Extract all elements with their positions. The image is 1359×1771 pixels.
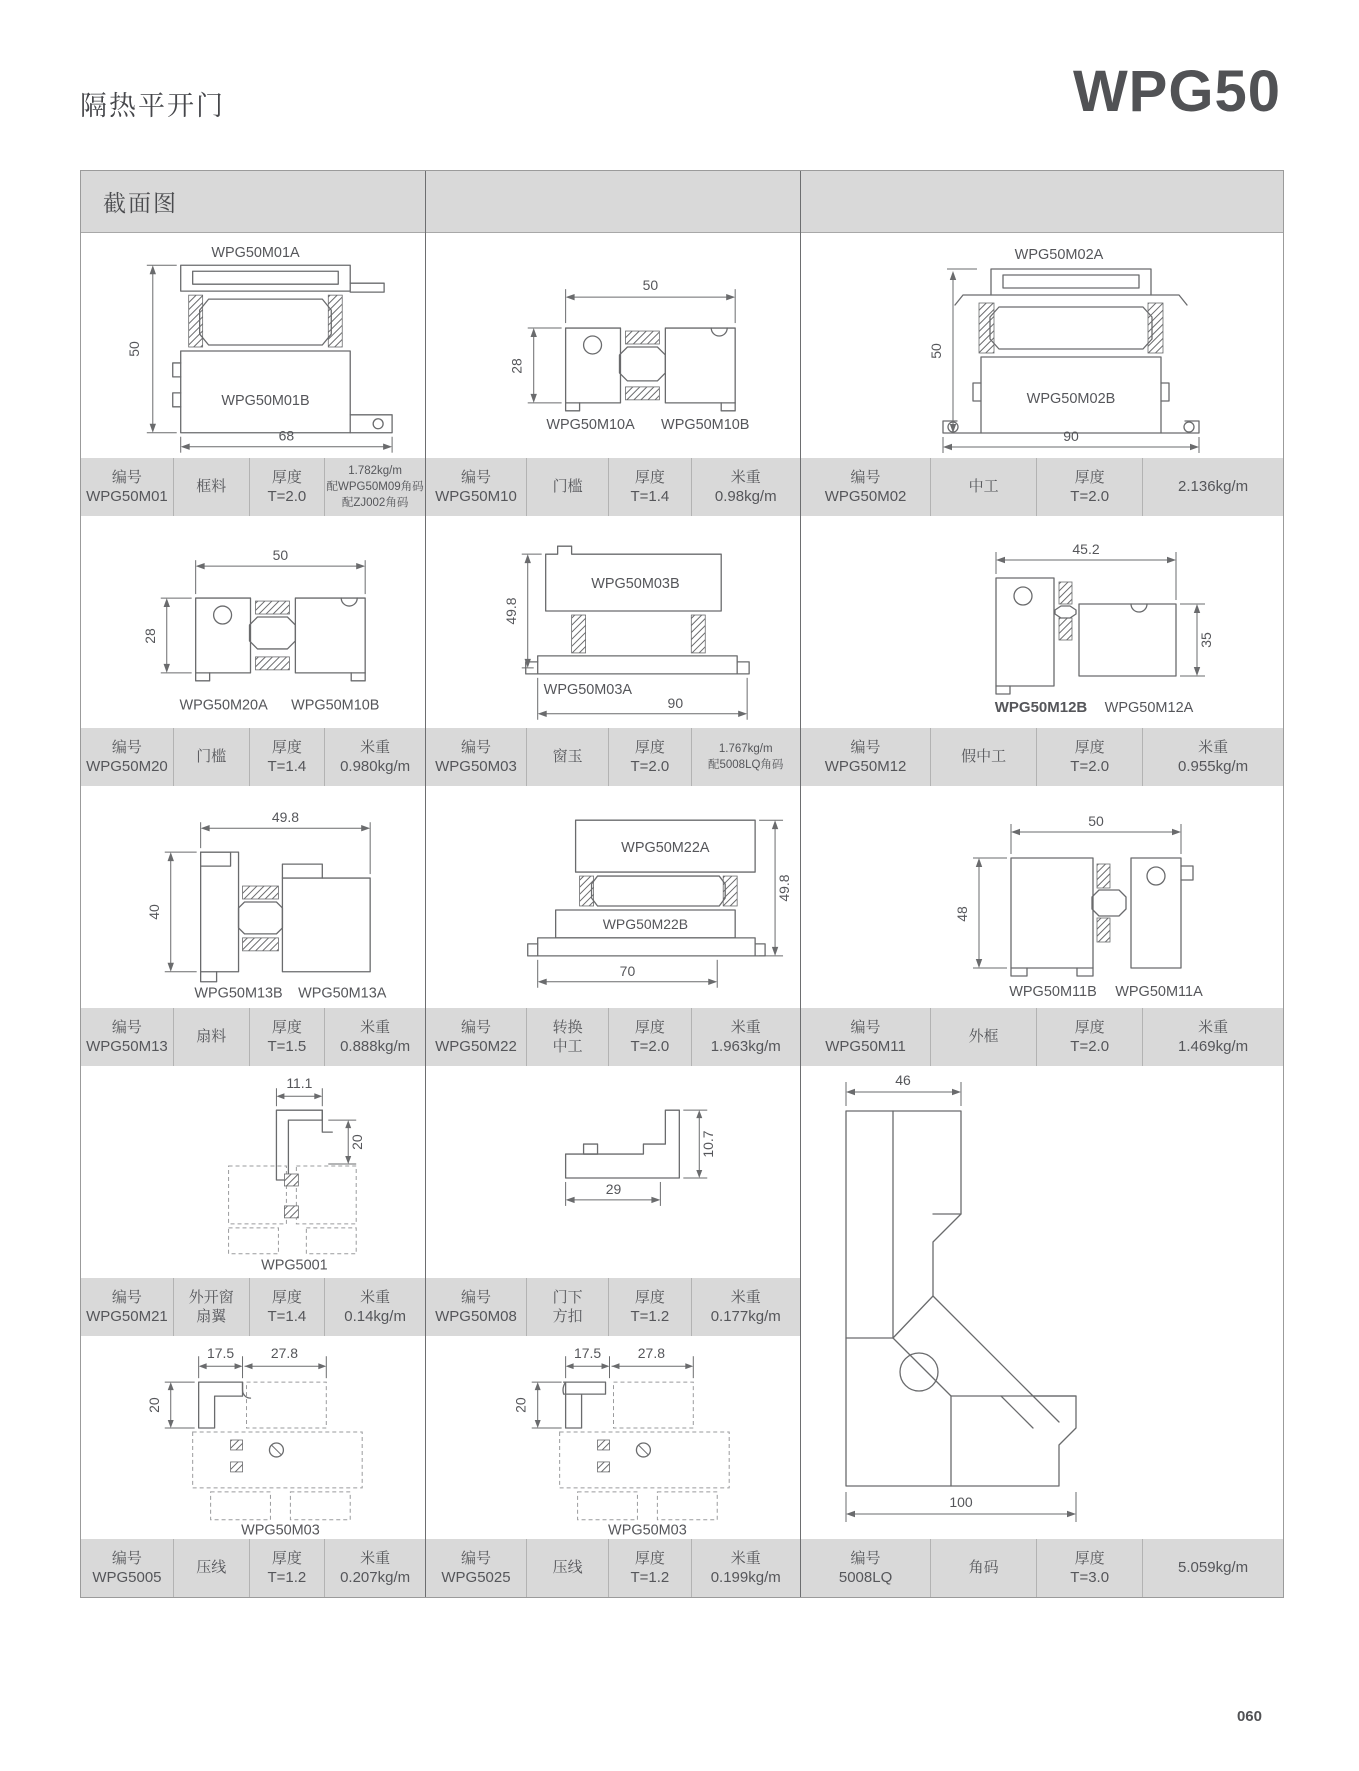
- thickness-value: T=1.2: [267, 1569, 307, 1586]
- part-label: WPG50M03B: [591, 576, 680, 593]
- profile-drawing-WPG50M11: [801, 786, 1283, 1008]
- code-label: 编号: [460, 1018, 491, 1036]
- profile-drawing-WPG50M20: [81, 516, 425, 728]
- code-label: 编号: [850, 1549, 881, 1567]
- dimension: 50: [125, 341, 142, 357]
- profile-name-cell: [527, 1539, 609, 1597]
- dimension: 90: [1063, 428, 1079, 444]
- info-row-WPG50M13: [81, 1008, 425, 1066]
- profile-code: WPG50M13: [86, 1038, 168, 1055]
- info-row-WPG50M08: [426, 1278, 800, 1336]
- profile-code-cell: [426, 1539, 527, 1597]
- profile-code: WPG50M10: [435, 488, 517, 505]
- weight-cell: [1143, 1539, 1283, 1597]
- code-label: 编号: [111, 468, 142, 486]
- profile-drawing-WPG50M22: [426, 786, 800, 1008]
- profile-name: 压线: [196, 1559, 227, 1577]
- profile-code: 5008LQ: [838, 1569, 893, 1586]
- part-label: WPG50M22B: [602, 915, 689, 932]
- dimension: 68: [278, 427, 295, 444]
- part-label: WPG50M10A: [546, 416, 635, 433]
- weight-line: 配WPG50M09角码: [326, 480, 424, 493]
- thickness-label: 厚度: [634, 1288, 665, 1306]
- dimension: 100: [949, 1494, 973, 1510]
- profile-drawing-WPG50M21: [81, 1066, 425, 1278]
- profile-name: 角码: [968, 1559, 999, 1577]
- thickness-value: T=3.0: [1070, 1569, 1110, 1586]
- profile-drawing-WPG50M01: [81, 233, 425, 458]
- dimension: 17.5: [573, 1345, 602, 1362]
- weight-line: 0.98kg/m: [714, 488, 777, 505]
- part-label: WPG50M03: [608, 1522, 687, 1539]
- weight-line: 0.177kg/m: [710, 1308, 781, 1325]
- dimension: 20: [349, 1134, 366, 1150]
- thickness-value: T=2.0: [1070, 488, 1110, 505]
- thickness-cell: [1037, 458, 1143, 516]
- profile-name: 假中工: [961, 748, 1007, 766]
- profile-code-cell: [426, 1008, 527, 1066]
- weight-line: 米重: [360, 1288, 391, 1306]
- part-label: WPG50M13A: [298, 985, 387, 1002]
- part-label: WPG50M10B: [661, 416, 750, 433]
- profile-name: 外框: [968, 1028, 999, 1046]
- thickness-label: 厚度: [271, 1018, 302, 1036]
- weight-cell: [325, 458, 425, 516]
- thickness-cell: [609, 1008, 691, 1066]
- thickness-value: T=1.2: [630, 1569, 670, 1586]
- info-row-WPG50M22: [426, 1008, 800, 1066]
- weight-cell: [325, 1008, 425, 1066]
- code-label: 编号: [111, 1288, 142, 1306]
- info-row-WPG50M01: [81, 458, 425, 516]
- weight-line: 0.955kg/m: [1178, 758, 1249, 775]
- profile-code: WPG50M02: [824, 488, 907, 505]
- code-label: 编号: [850, 468, 881, 486]
- info-row-WPG50M12: [801, 728, 1283, 786]
- dimension: 70: [619, 962, 636, 979]
- weight-line: 1.963kg/m: [710, 1038, 781, 1055]
- dimension: 20: [145, 1397, 162, 1413]
- dimension: 17.5: [207, 1345, 235, 1362]
- dimension: 49.8: [271, 809, 299, 826]
- thickness-label: 厚度: [1074, 738, 1105, 756]
- profile-name-cell: [174, 1008, 250, 1066]
- profile-code-cell: [426, 458, 527, 516]
- thickness-value: T=2.0: [267, 488, 307, 505]
- dimension: 50: [272, 547, 289, 564]
- part-label: WPG5001: [261, 1257, 328, 1274]
- profile-drawing-WPG50M08: [426, 1066, 800, 1278]
- weight-line: 米重: [360, 1549, 391, 1567]
- thickness-label: 厚度: [1074, 1549, 1105, 1567]
- weight-line: 米重: [730, 1018, 761, 1036]
- dimension: 49.8: [776, 874, 793, 902]
- code-label: 编号: [850, 1018, 881, 1036]
- thickness-label: 厚度: [634, 1549, 665, 1567]
- part-label: WPG50M03: [241, 1522, 320, 1539]
- thickness-label: 厚度: [634, 1018, 665, 1036]
- dimension: 50: [642, 277, 659, 294]
- weight-line: 米重: [360, 1018, 391, 1036]
- weight-line: 1.782kg/m: [348, 464, 402, 477]
- profile-name-2: 扇翼: [196, 1308, 227, 1325]
- weight-cell: [325, 728, 425, 786]
- weight-line: 米重: [1198, 1018, 1229, 1036]
- column-3: [801, 171, 1283, 1597]
- thickness-cell: [250, 1008, 326, 1066]
- weight-cell: [1143, 728, 1283, 786]
- part-label: WPG50M11A: [1115, 984, 1203, 1000]
- profile-name-cell: [174, 458, 250, 516]
- profile-name: 压线: [552, 1559, 583, 1577]
- thickness-cell: [250, 458, 326, 516]
- dimension: 90: [667, 694, 684, 711]
- profile-name-2: 方扣: [552, 1308, 583, 1325]
- profile-code: WPG50M03: [435, 758, 517, 775]
- weight-line: 1.469kg/m: [1178, 1038, 1249, 1055]
- profile-code-cell: [81, 1539, 174, 1597]
- section-header: 截面图: [81, 171, 425, 233]
- thickness-label: 厚度: [1074, 1018, 1105, 1036]
- info-row-5008LQ: [801, 1539, 1283, 1597]
- dimension: 27.8: [637, 1345, 665, 1362]
- thickness-cell: [1037, 728, 1143, 786]
- profile-drawing-WPG50M12: [801, 516, 1283, 728]
- profile-code-cell: [81, 458, 174, 516]
- thickness-value: T=2.0: [1070, 758, 1110, 775]
- profile-name-cell: [527, 1278, 609, 1336]
- profile-name-cell: [931, 728, 1037, 786]
- info-row-WPG50M21: [81, 1278, 425, 1336]
- code-label: 编号: [111, 1549, 142, 1567]
- code-label: 编号: [460, 738, 491, 756]
- thickness-value: T=1.4: [630, 488, 670, 505]
- info-row-WPG50M03: [426, 728, 800, 786]
- part-label: WPG50M03A: [543, 681, 633, 698]
- section-header-spacer: [801, 171, 1283, 233]
- code-label: 编号: [460, 468, 491, 486]
- column-2: [426, 171, 801, 1597]
- profile-code-cell: [81, 728, 174, 786]
- dimension: 29: [605, 1180, 622, 1197]
- part-label: WPG50M01B: [221, 392, 310, 409]
- profile-code-cell: [801, 1008, 931, 1066]
- profile-name-cell: [931, 1008, 1037, 1066]
- info-row-WPG50M20: [81, 728, 425, 786]
- code-label: 编号: [460, 1288, 491, 1306]
- weight-cell: [692, 1539, 800, 1597]
- thickness-cell: [609, 1539, 691, 1597]
- info-row-WPG5025: [426, 1539, 800, 1597]
- thickness-value: T=2.0: [630, 1038, 670, 1055]
- profile-name: 转换: [552, 1018, 583, 1036]
- part-label: WPG50M11B: [1009, 984, 1097, 1000]
- weight-line: 0.14kg/m: [344, 1308, 406, 1325]
- part-label: WPG50M02A: [1014, 247, 1104, 263]
- thickness-value: T=1.2: [630, 1308, 670, 1325]
- dimension: 46: [895, 1072, 911, 1088]
- part-label: WPG50M10B: [291, 697, 380, 714]
- part-label: WPG50M22A: [621, 840, 710, 857]
- catalog-table: [80, 170, 1284, 1598]
- weight-line: 米重: [730, 468, 761, 486]
- thickness-cell: [250, 1278, 326, 1336]
- thickness-cell: [1037, 1539, 1143, 1597]
- weight-line: 5.059kg/m: [1178, 1559, 1249, 1577]
- profile-code: WPG5005: [92, 1569, 162, 1586]
- dimension: 28: [141, 628, 158, 644]
- profile-code: WPG50M21: [86, 1308, 168, 1325]
- profile-name: 门槛: [196, 748, 227, 766]
- weight-line: 0.199kg/m: [710, 1569, 781, 1586]
- profile-drawing-WPG50M10: [426, 233, 800, 458]
- weight-line: 配ZJ002角码: [341, 497, 409, 510]
- weight-line: 米重: [730, 1549, 761, 1567]
- info-row-WPG50M11: [801, 1008, 1283, 1066]
- thickness-cell: [609, 728, 691, 786]
- dimension: 48: [954, 906, 970, 922]
- info-row-WPG50M10: [426, 458, 800, 516]
- dimension: 35: [1198, 632, 1214, 648]
- thickness-cell: [1037, 1008, 1143, 1066]
- thickness-value: T=1.4: [267, 758, 307, 775]
- profile-name-cell: [527, 728, 609, 786]
- profile-code: WPG50M11: [825, 1038, 906, 1055]
- dimension: 50: [928, 343, 944, 359]
- page-title: 隔热平开门: [80, 91, 225, 121]
- dimension: 28: [508, 358, 525, 374]
- profile-name-cell: [174, 1278, 250, 1336]
- corner-bracket-drawing-5008LQ: [801, 1066, 1283, 1539]
- code-label: 编号: [111, 1018, 142, 1036]
- part-label: WPG50M12B: [994, 699, 1088, 716]
- profile-drawing-WPG50M13: [81, 786, 425, 1008]
- profile-code-cell: [801, 728, 931, 786]
- profile-name: 窗玉: [552, 748, 583, 766]
- profile-name-cell: [527, 458, 609, 516]
- profile-code-cell: [801, 458, 931, 516]
- dimension: 10.7: [700, 1130, 717, 1158]
- thickness-cell: [250, 1539, 326, 1597]
- weight-line: 0.888kg/m: [340, 1038, 411, 1055]
- profile-name: 框料: [196, 478, 227, 496]
- weight-cell: [325, 1278, 425, 1336]
- thickness-cell: [609, 1278, 691, 1336]
- weight-line: 米重: [360, 738, 391, 756]
- thickness-label: 厚度: [271, 738, 302, 756]
- weight-line: 1.767kg/m: [718, 742, 773, 755]
- info-row-WPG5005: [81, 1539, 425, 1597]
- profile-name-cell: [174, 728, 250, 786]
- thickness-label: 厚度: [271, 1288, 302, 1306]
- profile-name-cell: [931, 458, 1037, 516]
- profile-code-cell: [426, 1278, 527, 1336]
- code-label: 编号: [850, 738, 881, 756]
- part-label: WPG50M12A: [1104, 700, 1194, 716]
- page-number: 060: [1236, 1708, 1262, 1725]
- section-header-spacer: [426, 171, 800, 233]
- profile-name-cell: [527, 1008, 609, 1066]
- thickness-value: T=2.0: [630, 758, 670, 775]
- part-label: WPG50M02B: [1026, 391, 1116, 407]
- profile-code: WPG50M12: [824, 758, 907, 775]
- weight-cell: [325, 1539, 425, 1597]
- thickness-value: T=1.5: [267, 1038, 307, 1055]
- profile-code: WPG50M08: [435, 1308, 517, 1325]
- profile-name-cell: [174, 1539, 250, 1597]
- profile-name-2: 中工: [552, 1038, 583, 1055]
- dimension: 27.8: [270, 1345, 298, 1362]
- profile-code: WPG50M22: [435, 1038, 517, 1055]
- weight-cell: [1143, 458, 1283, 516]
- thickness-label: 厚度: [1074, 468, 1105, 486]
- thickness-cell: [609, 458, 691, 516]
- dimension: 11.1: [286, 1075, 313, 1092]
- profile-name: 扇料: [196, 1028, 227, 1046]
- profile-name: 中工: [968, 478, 999, 496]
- thickness-cell: [250, 728, 326, 786]
- profile-drawing-WPG50M03: [426, 516, 800, 728]
- column-1: [81, 171, 426, 1597]
- profile-name: 门下: [552, 1288, 583, 1306]
- part-label: WPG50M01A: [211, 245, 300, 262]
- thickness-label: 厚度: [634, 468, 665, 486]
- weight-line: 2.136kg/m: [1178, 478, 1249, 496]
- weight-line: 0.207kg/m: [340, 1569, 411, 1586]
- thickness-label: 厚度: [271, 468, 302, 486]
- profile-name: 门槛: [552, 478, 583, 496]
- dimension: 40: [145, 904, 162, 920]
- dimension: 50: [1088, 813, 1104, 829]
- thickness-value: T=2.0: [1070, 1038, 1110, 1055]
- weight-cell: [692, 1008, 800, 1066]
- profile-drawing-WPG50M02: [801, 233, 1283, 458]
- weight-line: 配5008LQ角码: [708, 759, 784, 771]
- thickness-value: T=1.4: [267, 1308, 307, 1325]
- weight-cell: [692, 728, 800, 786]
- code-label: 编号: [111, 738, 142, 756]
- weight-line: 米重: [730, 1288, 761, 1306]
- profile-drawing-WPG5025: [426, 1336, 800, 1539]
- weight-line: 米重: [1198, 738, 1229, 756]
- weight-cell: [692, 458, 800, 516]
- weight-cell: [1143, 1008, 1283, 1066]
- dimension: 49.8: [502, 597, 519, 625]
- profile-code-cell: [81, 1008, 174, 1066]
- profile-name: 外开窗: [188, 1288, 234, 1306]
- profile-code: WPG50M01: [86, 488, 168, 505]
- profile-code-cell: [81, 1278, 174, 1336]
- series-code-title: WPG50: [1072, 59, 1281, 124]
- info-row-WPG50M02: [801, 458, 1283, 516]
- profile-code: WPG50M20: [86, 758, 168, 775]
- part-label: WPG50M13B: [194, 985, 283, 1002]
- thickness-label: 厚度: [634, 738, 665, 756]
- profile-code: WPG5025: [441, 1569, 511, 1586]
- part-label: WPG50M20A: [179, 697, 268, 714]
- dimension: 45.2: [1072, 541, 1100, 557]
- weight-line: 0.980kg/m: [340, 758, 411, 775]
- thickness-label: 厚度: [271, 1549, 302, 1567]
- dimension: 20: [512, 1397, 529, 1413]
- profile-code-cell: [801, 1539, 931, 1597]
- code-label: 编号: [460, 1549, 491, 1567]
- profile-code-cell: [426, 728, 527, 786]
- profile-drawing-WPG5005: [81, 1336, 425, 1539]
- profile-name-cell: [931, 1539, 1037, 1597]
- weight-cell: [692, 1278, 800, 1336]
